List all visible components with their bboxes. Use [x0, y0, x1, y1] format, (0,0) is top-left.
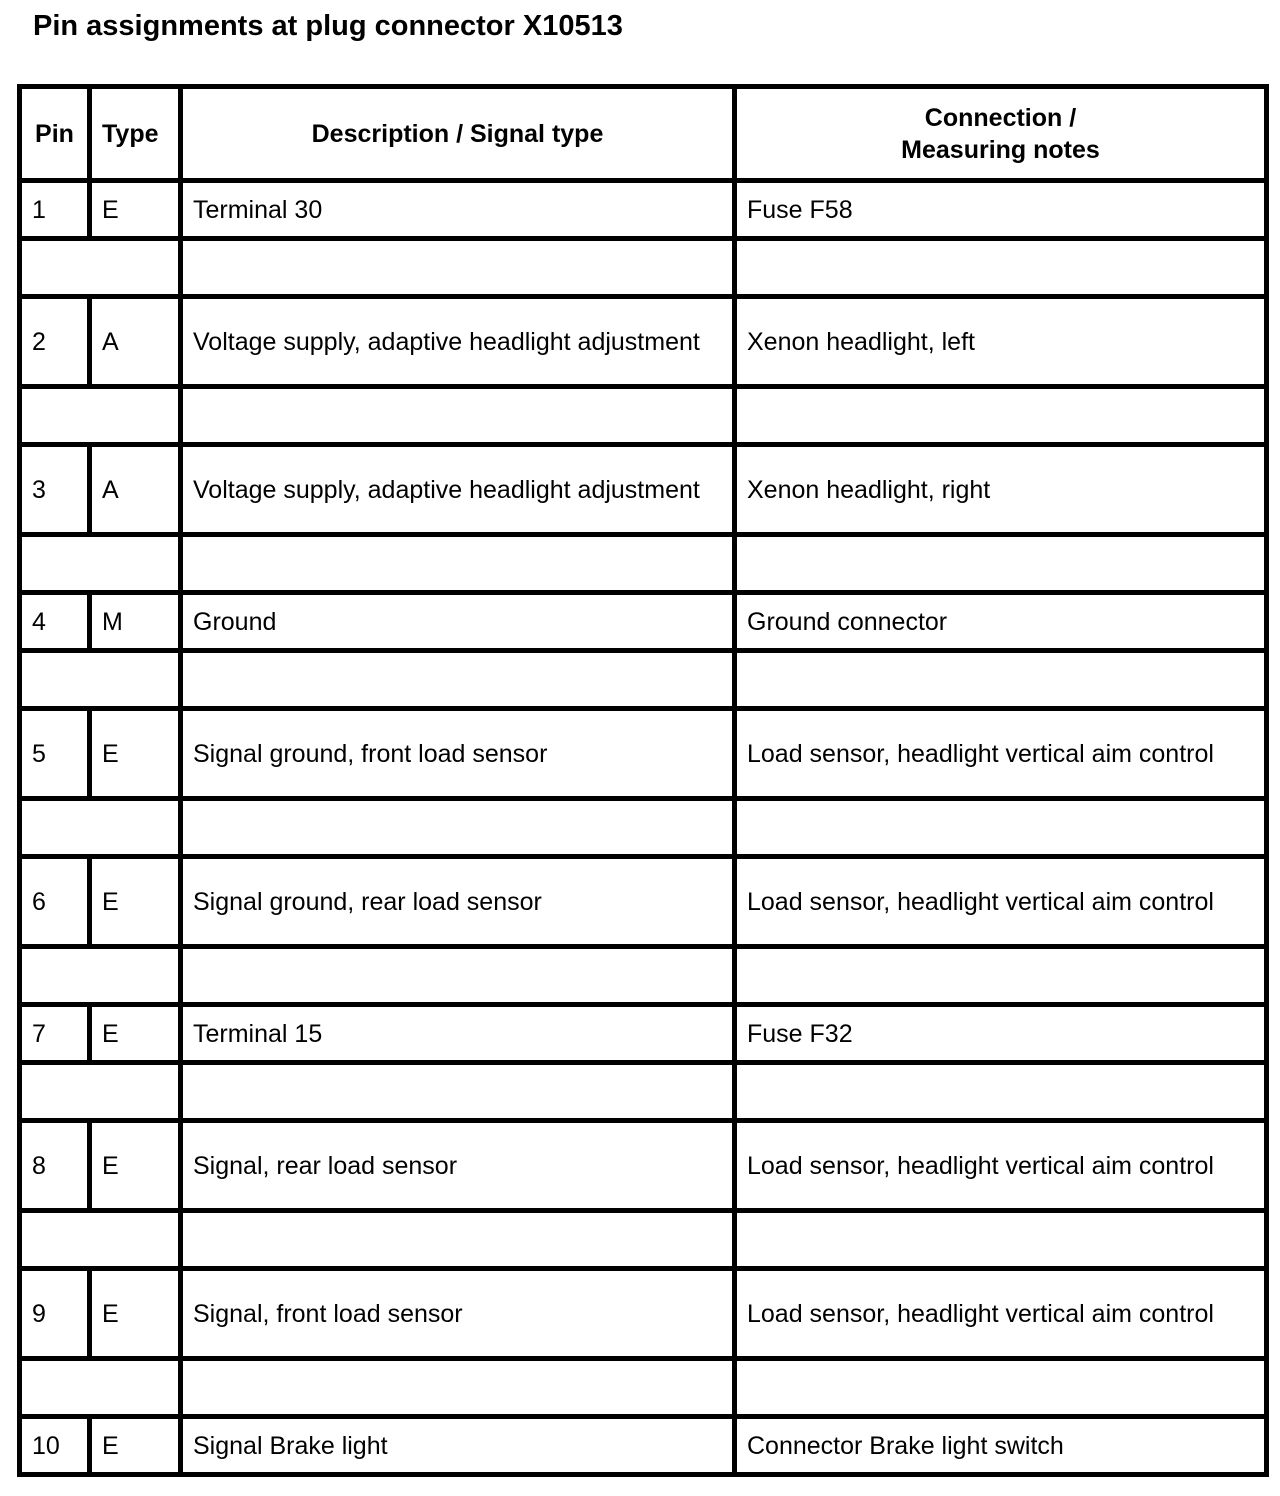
pin-cell: 7: [20, 1005, 90, 1063]
header-type: Type: [90, 87, 181, 181]
pin-cell: 5: [20, 709, 90, 799]
connection-cell: Load sensor, headlight vertical aim control: [735, 709, 1267, 799]
table-row: [20, 857, 1267, 947]
type-cell: E: [90, 181, 181, 239]
description-cell: Terminal 15: [181, 1005, 735, 1063]
type-cell: M: [90, 593, 181, 651]
spacer-row: [20, 1211, 1267, 1269]
type-cell: E: [90, 709, 181, 799]
pin-cell: 8: [20, 1121, 90, 1211]
pin-cell: 3: [20, 445, 90, 535]
spacer-row: [20, 387, 1267, 445]
connection-cell: Fuse F32: [735, 1005, 1267, 1063]
header-connection-line2: Measuring notes: [901, 135, 1100, 164]
description-cell: Voltage supply, adaptive headlight adjustment: [181, 297, 735, 387]
header-pin: Pin: [20, 87, 90, 181]
table-header-row: [20, 87, 1267, 181]
description-cell: Signal, rear load sensor: [181, 1121, 735, 1211]
header-description: Description / Signal type: [181, 87, 735, 181]
table-row: [20, 297, 1267, 387]
pin-cell: 6: [20, 857, 90, 947]
pin-cell: 9: [20, 1269, 90, 1359]
table-row: [20, 1005, 1267, 1063]
type-cell: E: [90, 1417, 181, 1475]
spacer-row: [20, 651, 1267, 709]
header-connection-line1: Connection /: [924, 103, 1077, 132]
spacer-row: [20, 1063, 1267, 1121]
table-row: [20, 709, 1267, 799]
description-cell: Signal ground, rear load sensor: [181, 857, 735, 947]
table-row: [20, 593, 1267, 651]
type-cell: E: [90, 1005, 181, 1063]
type-cell: E: [90, 1269, 181, 1359]
connection-cell: Load sensor, headlight vertical aim control: [735, 1121, 1267, 1211]
connection-cell: Load sensor, headlight vertical aim control: [735, 857, 1267, 947]
description-cell: Terminal 30: [181, 181, 735, 239]
connection-cell: Load sensor, headlight vertical aim control: [735, 1269, 1267, 1359]
description-cell: Voltage supply, adaptive headlight adjustment: [181, 445, 735, 535]
spacer-row: [20, 239, 1267, 297]
description-cell: Ground: [181, 593, 735, 651]
spacer-row: [20, 947, 1267, 1005]
table-row: [20, 1269, 1267, 1359]
connection-cell: Fuse F58: [735, 181, 1267, 239]
pin-cell: 4: [20, 593, 90, 651]
description-cell: Signal Brake light: [181, 1417, 735, 1475]
table-row: [20, 181, 1267, 239]
type-cell: A: [90, 445, 181, 535]
connection-cell: Xenon headlight, left: [735, 297, 1267, 387]
connection-cell: Connector Brake light switch: [735, 1417, 1267, 1475]
document-title: Pin assignments at plug connector X10513: [33, 10, 623, 42]
pin-assignment-table: [17, 84, 1269, 1477]
type-cell: E: [90, 1121, 181, 1211]
description-cell: Signal, front load sensor: [181, 1269, 735, 1359]
spacer-row: [20, 1359, 1267, 1417]
type-cell: E: [90, 857, 181, 947]
description-cell: Signal ground, front load sensor: [181, 709, 735, 799]
type-cell: A: [90, 297, 181, 387]
pin-cell: 1: [20, 181, 90, 239]
pin-cell: 2: [20, 297, 90, 387]
connection-cell: Ground connector: [735, 593, 1267, 651]
connection-cell: Xenon headlight, right: [735, 445, 1267, 535]
table-row: [20, 1417, 1267, 1475]
table-row: [20, 1121, 1267, 1211]
table-row: [20, 445, 1267, 535]
pin-cell: 10: [20, 1417, 90, 1475]
spacer-row: [20, 535, 1267, 593]
spacer-row: [20, 799, 1267, 857]
header-connection: [735, 87, 1267, 181]
